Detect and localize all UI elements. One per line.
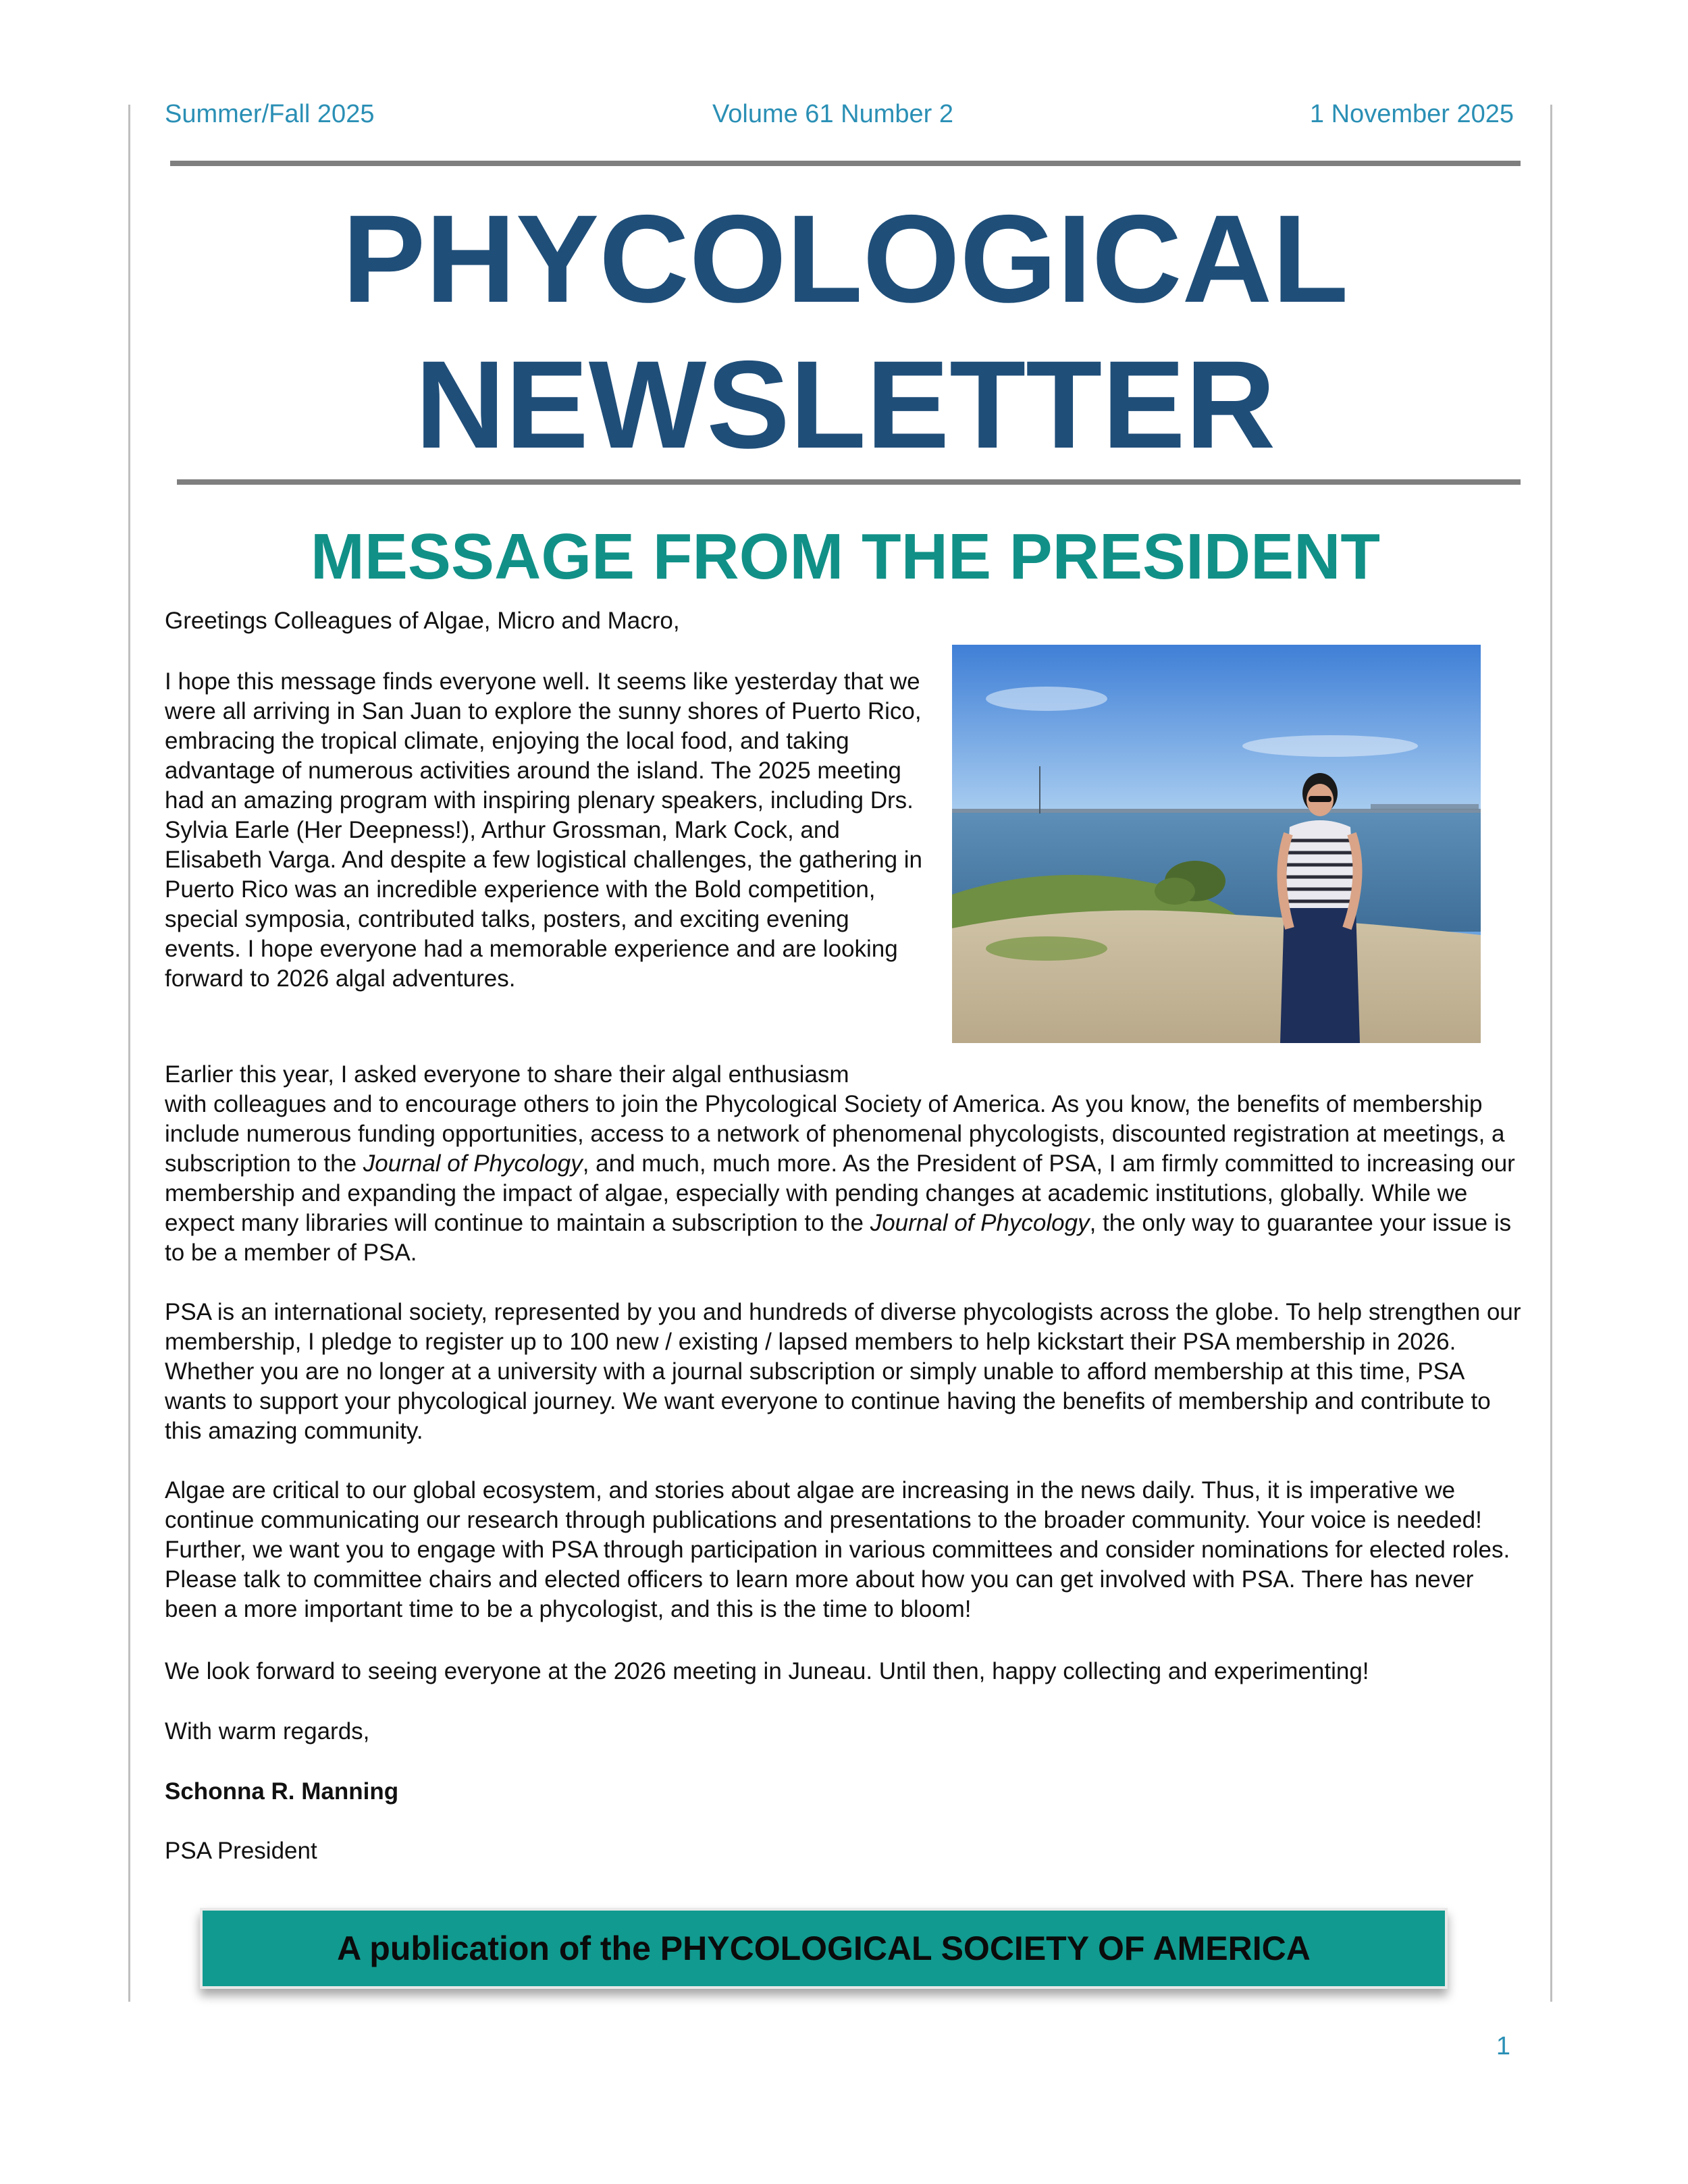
right-margin-line xyxy=(1550,105,1552,2002)
paragraph-2-text-a: with colleagues and to encourage others to join the Phycological Society of America. As you know, the benefits of membership include numerous funding opportunities, access to a network of phenomenal phycologists, discounted registration at meetings, a subscription to the xyxy=(165,1091,1505,1177)
masthead-top-rule xyxy=(170,161,1521,166)
publication-banner: A publication of the PHYCOLOGICAL SOCIETY OF AMERICA xyxy=(200,1908,1448,1989)
masthead-title-line1: PHYCOLOGICAL xyxy=(342,190,1349,329)
paragraph-2-text-b: , and much, much more. As the President of PSA, I am firmly committed to increasing our membership and expanding the impact of algae, especially with pending changes at academic institutions, globally. While we expect many libraries will continue to maintain a subscription to the xyxy=(165,1150,1515,1236)
article-paragraph-2 xyxy=(165,1090,1522,1268)
president-photo xyxy=(952,645,1481,1043)
left-margin-line xyxy=(128,105,130,2002)
paragraph-2-text-c: , the only way to guarantee your issue is to be a member of PSA. xyxy=(165,1210,1512,1266)
article-closing: With warm regards, xyxy=(165,1718,370,1744)
issue-date: 1 November 2025 xyxy=(1309,100,1514,128)
journal-of-phycology-title: Journal of Phycology xyxy=(363,1150,583,1177)
article-signature: Schonna R. Manning xyxy=(165,1778,399,1805)
page-number: 1 xyxy=(1496,2032,1510,2060)
masthead-bottom-rule xyxy=(177,479,1521,485)
masthead-title-line2: NEWSLETTER xyxy=(415,336,1276,475)
article-paragraph-2-line-1: Earlier this year, I asked everyone to share their algal enthusiasm xyxy=(165,1061,849,1088)
article-greeting: Greetings Colleagues of Algae, Micro and Macro, xyxy=(165,608,680,634)
article-paragraph-5: We look forward to seeing everyone at the 2026 meeting in Juneau. Until then, happy collecting and experimenting! xyxy=(165,1658,1369,1684)
article-paragraph-1: I hope this message finds everyone well. It seems like yesterday that we were all arriving in San Juan to explore the sunny shores of Puerto Rico, embracing the tropical climate, enjoying the local food, and taking advantage of numerous activities around the island. The 2025 meeting had an amazing program with inspiring plenary speakers, including Drs. Sylvia Earle (Her Deepness!), Arthur Grossman, Mark Cock, and Elisabeth Varga. And despite a few logistical challenges, the gathering in Puerto Rico was an incredible experience with the Bold competition, special symposia, contributed talks, posters, and exciting evening events. I hope everyone had a memorable experience and are looking forward to 2026 algal adventures. xyxy=(165,668,923,992)
journal-of-phycology-title: Journal of Phycology xyxy=(870,1210,1090,1236)
issue-volume: Volume 61 Number 2 xyxy=(712,100,953,128)
article-paragraph-3: PSA is an international society, represented by you and hundreds of diverse phycologists across the globe. To help strengthen our membership, I pledge to register up to 100 new / existing / lapsed members to help kickstart their PSA membership in 2026. Whether you are no longer at a university with a journal subscription or simply unable to afford membership at this time, PSA wants to support your phycological journey. We want everyone to continue having the benefits of membership and contribute to this amazing community. xyxy=(165,1299,1521,1444)
article-paragraph-4: Algae are critical to our global ecosystem, and stories about algae are increasing in the news daily. Thus, it is imperative we continue communicating our research through publications and presentations to the broader community. Your voice is needed! Further, we want you to engage with PSA through participation in various committees and consider nominations for elected roles. Please talk to committee chairs and elected officers to learn more about how you can get involved with PSA. There has never been a more important time to be a phycologist, and this is the time to bloom! xyxy=(165,1477,1510,1622)
issue-season: Summer/Fall 2025 xyxy=(165,100,375,128)
article-signature-role: PSA President xyxy=(165,1838,317,1864)
article-title: MESSAGE FROM THE PRESIDENT xyxy=(310,521,1381,593)
